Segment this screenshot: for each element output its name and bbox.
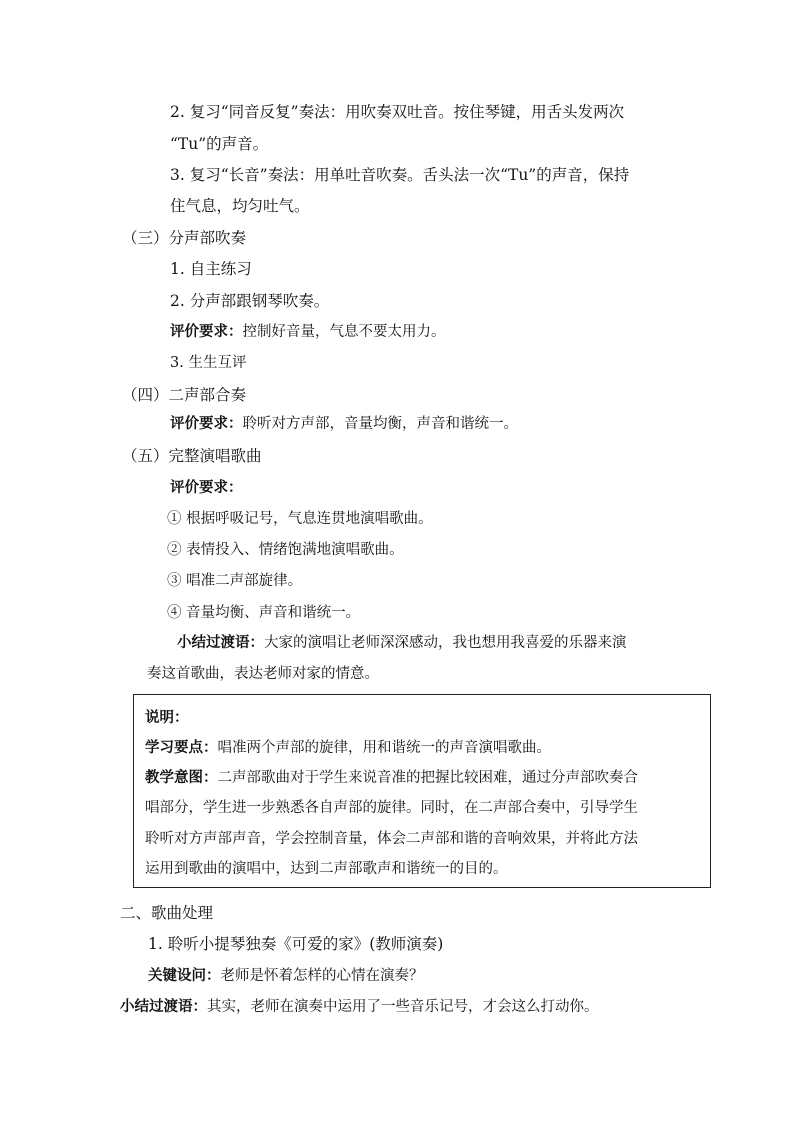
note-title: 说明： xyxy=(145,709,189,726)
text-line: 1. 聆听小提琴独奏《可爱的家》(教师演奏) xyxy=(148,935,444,953)
transition-label: 小结过渡语： xyxy=(177,634,264,651)
transition-line xyxy=(177,632,627,654)
note-label: 学习要点： xyxy=(145,739,218,756)
note-line xyxy=(145,767,638,789)
note-line xyxy=(145,737,551,759)
evaluation-line xyxy=(170,413,518,435)
evaluation-text: 聆听对方声部，音量均衡，声音和谐统一。 xyxy=(242,416,518,432)
transition-text: 其实，老师在演奏中运用了一些音乐记号，才会这么打动你。 xyxy=(207,999,599,1015)
text-line: 奏这首歌曲，表达老师对家的情意。 xyxy=(147,666,379,682)
text-line: 2. 分声部跟钢琴吹奏。 xyxy=(170,292,330,310)
list-item: ④ 音量均衡、声音和谐统一。 xyxy=(167,605,361,621)
text-line: 1. 自主练习 xyxy=(170,260,252,278)
list-item: ① 根据呼吸记号，气息连贯地演唱歌曲。 xyxy=(167,511,433,527)
text-line: “Tu”的声音。 xyxy=(170,135,269,153)
transition-text: 大家的演唱让老师深深感动，我也想用我喜爱的乐器来演 xyxy=(264,635,627,651)
question-line xyxy=(148,965,424,987)
note-label: 教学意图： xyxy=(145,769,218,786)
section-heading: （四）二声部合奏 xyxy=(122,386,247,404)
note-text: 二声部歌曲对于学生来说音准的把握比较困难，通过分声部吹奏合 xyxy=(217,770,638,786)
evaluation-label: 评价要求： xyxy=(170,479,243,496)
section-heading: （三）分声部吹奏 xyxy=(122,229,247,247)
text-line: 2. 复习“同音反复”奏法：用吹奏双吐音。按住琴键，用舌头发两次 xyxy=(170,103,625,121)
evaluation-text: 控制好音量，气息不要太用力。 xyxy=(242,324,446,340)
text-line: 3. 生生互评 xyxy=(170,355,247,371)
section-heading: （五）完整演唱歌曲 xyxy=(122,447,262,465)
note-line: 唱部分，学生进一步熟悉各自声部的旋律。同时，在二声部合奏中，引导学生 xyxy=(145,800,638,816)
transition-label: 小结过渡语： xyxy=(120,998,207,1015)
note-text: 唱准两个声部的旋律，用和谐统一的声音演唱歌曲。 xyxy=(217,740,551,756)
note-line: 运用到歌曲的演唱中，达到二声部歌声和谐统一的目的。 xyxy=(145,861,508,877)
evaluation-label: 评价要求： xyxy=(170,415,243,432)
list-item: ③ 唱准二声部旋律。 xyxy=(167,573,303,589)
text-line: 3. 复习“长音”奏法：用单吐音吹奏。舌头法一次“Tu”的声音，保持 xyxy=(170,166,630,184)
evaluation-label: 评价要求： xyxy=(170,323,243,340)
question-text: 老师是怀着怎样的心情在演奏？ xyxy=(220,968,424,984)
evaluation-line xyxy=(170,321,446,343)
text-line: 住气息，均匀吐气。 xyxy=(170,197,310,215)
transition-line xyxy=(120,996,599,1018)
list-item: ② 表情投入、情绪饱满地演唱歌曲。 xyxy=(167,542,404,558)
note-line: 聆听对方声部声音，学会控制音量，体会二声部和谐的音响效果，并将此方法 xyxy=(145,831,638,847)
question-label: 关键设问： xyxy=(148,967,221,984)
section-heading: 二、歌曲处理 xyxy=(120,904,214,922)
